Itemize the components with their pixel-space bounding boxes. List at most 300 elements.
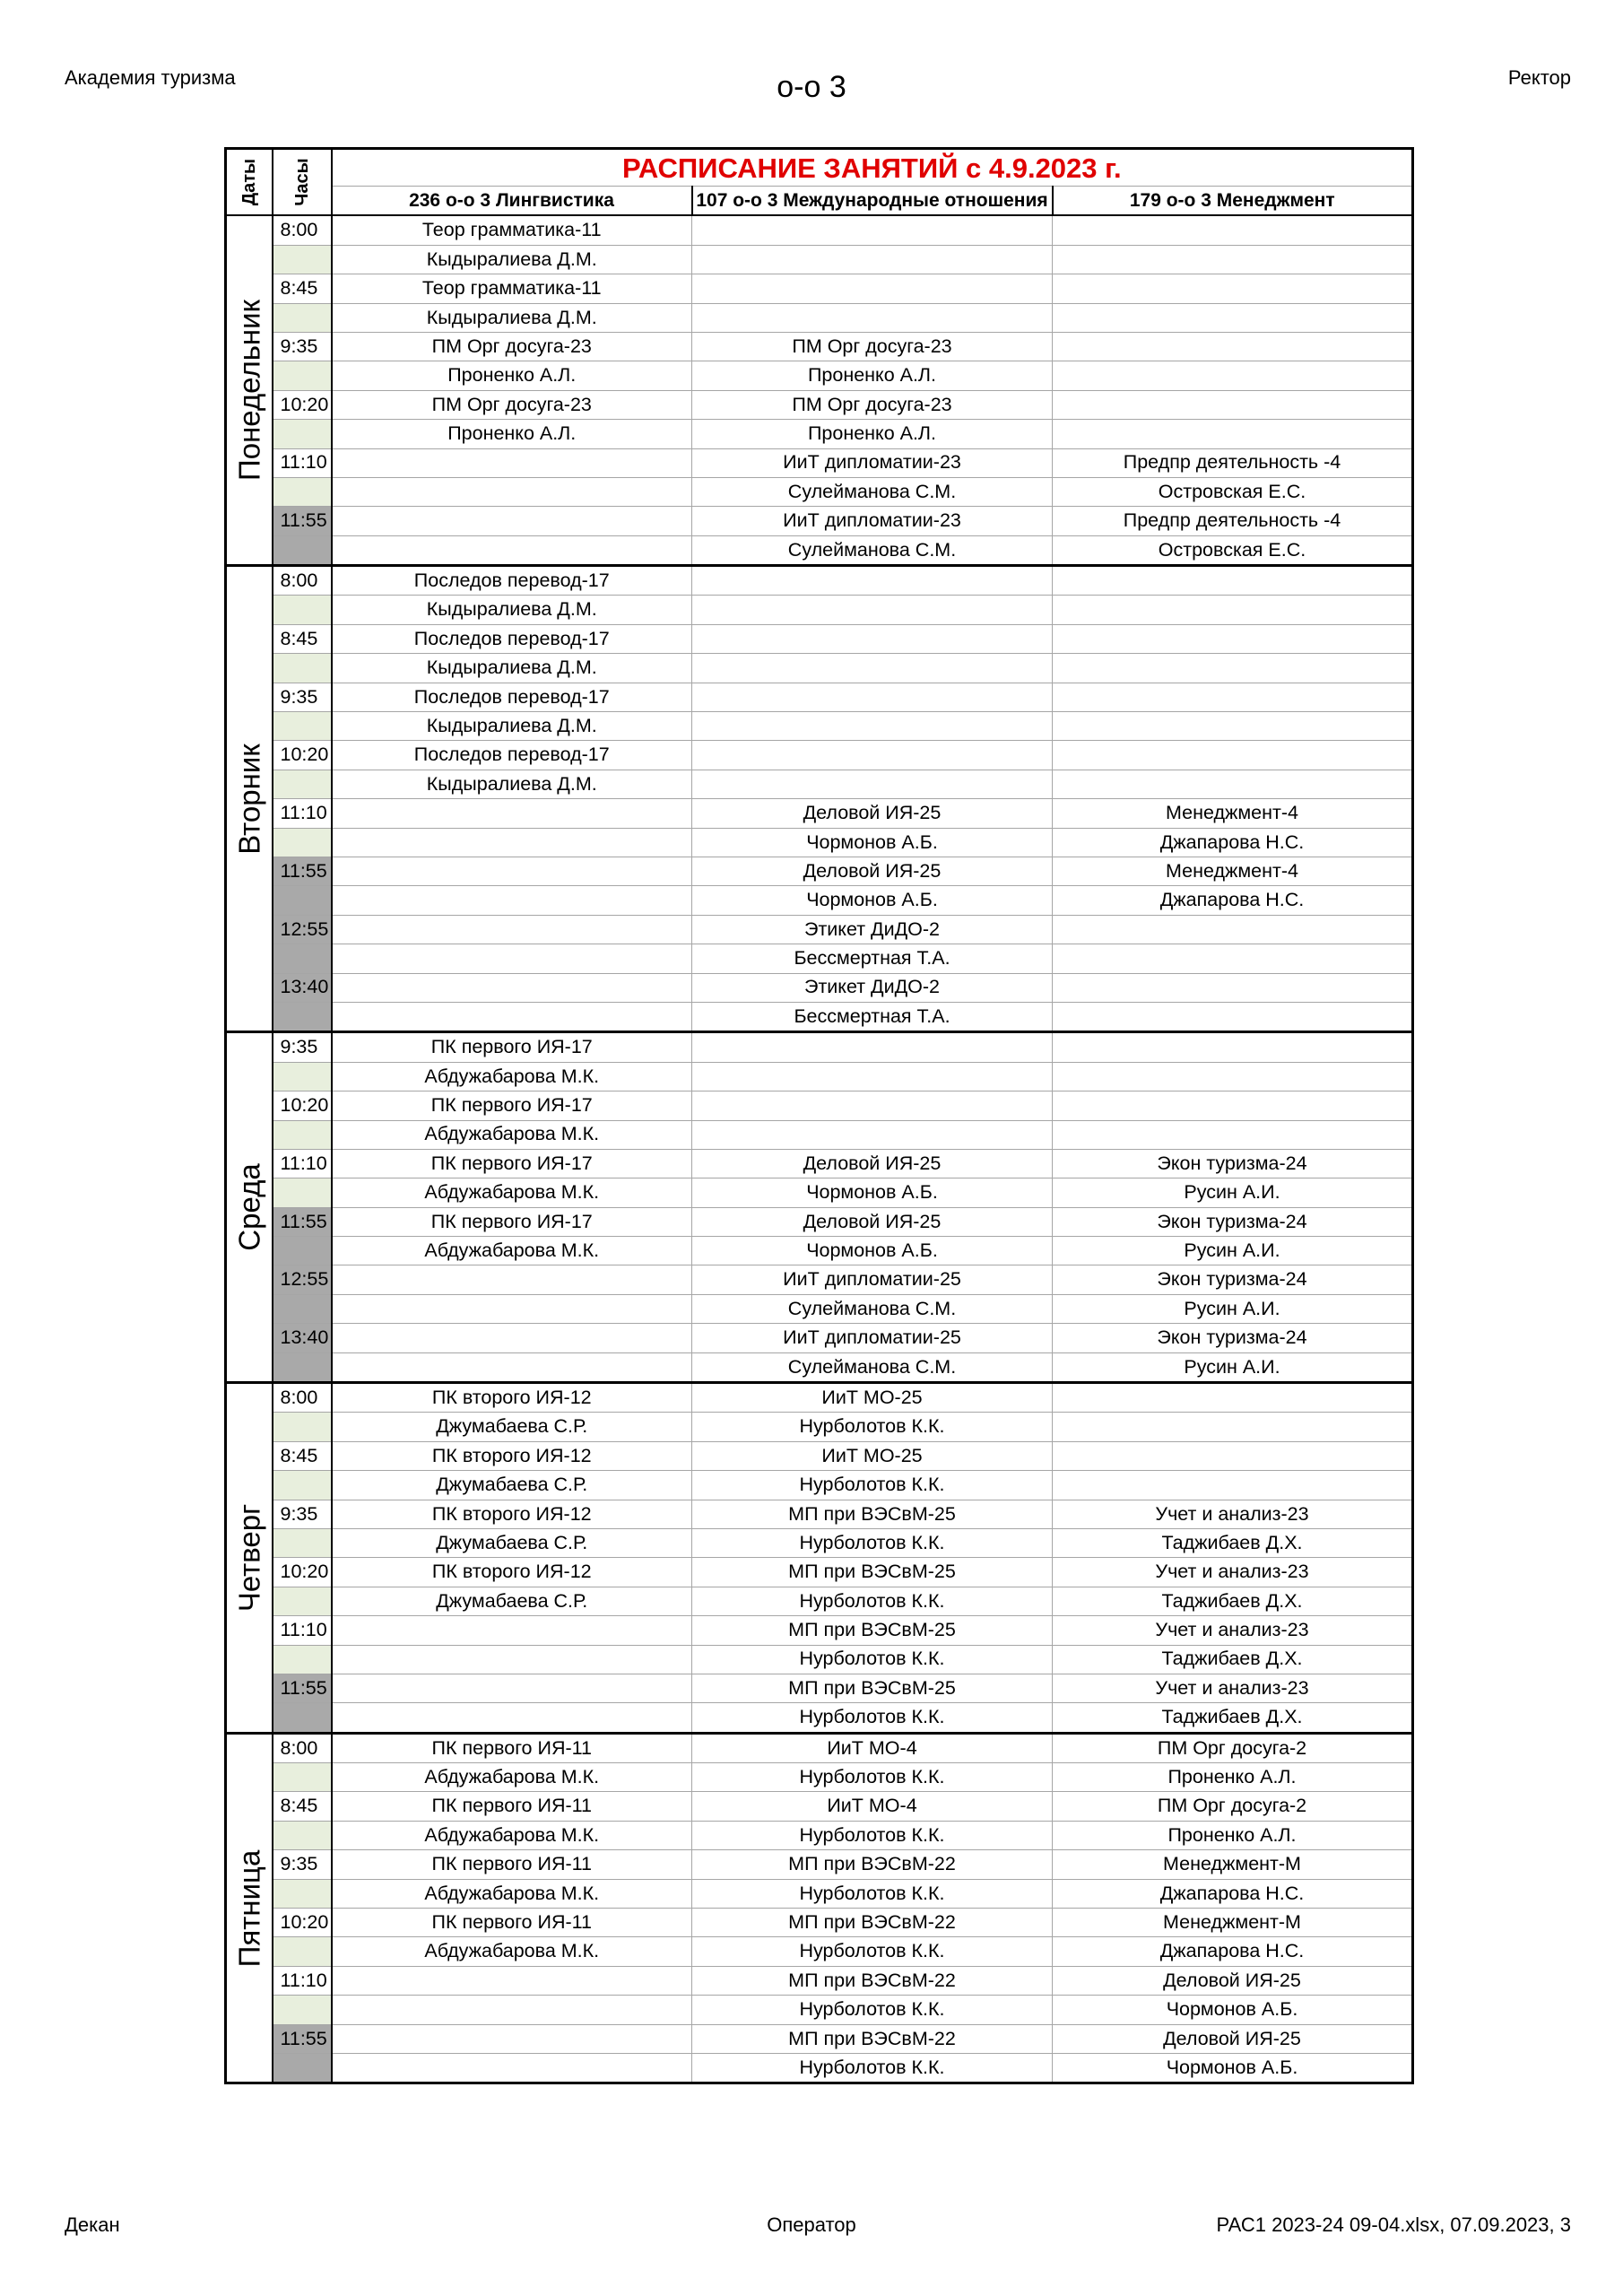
teacher-cell: Проненко А.Л.	[1053, 1763, 1413, 1792]
schedule-row	[226, 507, 1413, 535]
subject-cell: МП при ВЭСвМ-22	[692, 1966, 1053, 1995]
time-cell-spacer	[273, 712, 332, 741]
schedule-row	[226, 1471, 1413, 1500]
teacher-cell	[1053, 303, 1413, 332]
time-cell-spacer	[273, 944, 332, 973]
teacher-cell: Нурболотов К.К.	[692, 1879, 1053, 1908]
day-label: Вторник	[226, 566, 273, 1032]
schedule-row	[226, 1821, 1413, 1849]
subject-cell	[332, 857, 692, 885]
teacher-cell: Кыдыралиева Д.М.	[332, 770, 692, 798]
teacher-cell: Абдужабарова М.К.	[332, 1763, 692, 1792]
subject-cell	[332, 1674, 692, 1702]
schedule-row	[226, 1587, 1413, 1615]
schedule-row	[226, 973, 1413, 1002]
teacher-cell	[332, 944, 692, 973]
teacher-cell: Нурболотов К.К.	[692, 1471, 1053, 1500]
teacher-cell: Джапарова Н.С.	[1053, 1879, 1413, 1908]
schedule-row	[226, 477, 1413, 506]
page-title: о-о 3	[777, 70, 846, 104]
schedule-row	[226, 1909, 1413, 1937]
schedule-row	[226, 1062, 1413, 1091]
subject-cell: Учет и анализ-23	[1053, 1616, 1413, 1645]
schedule-row	[226, 654, 1413, 683]
schedule-row	[226, 799, 1413, 828]
teacher-cell: Чормонов А.Б.	[1053, 1996, 1413, 2024]
time-cell-spacer	[273, 1352, 332, 1382]
subject-cell	[332, 1265, 692, 1294]
schedule-row	[226, 915, 1413, 944]
time-cell: 11:55	[273, 857, 332, 885]
teacher-cell	[1053, 420, 1413, 448]
teacher-cell: Сулейманова С.М.	[692, 1352, 1053, 1382]
subject-cell: ПМ Орг досуга-2	[1053, 1733, 1413, 1762]
time-cell: 9:35	[273, 1850, 332, 1879]
teacher-cell	[332, 1703, 692, 1733]
teacher-cell	[692, 1120, 1053, 1149]
teacher-cell	[1053, 1413, 1413, 1441]
time-cell-spacer	[273, 361, 332, 390]
teacher-cell: Джапарова Н.С.	[1053, 828, 1413, 857]
schedule-row	[226, 1002, 1413, 1031]
time-cell: 11:55	[273, 1674, 332, 1702]
schedule-row	[226, 1352, 1413, 1382]
teacher-cell: Русин А.И.	[1053, 1294, 1413, 1323]
time-cell: 8:45	[273, 274, 332, 303]
teacher-cell: Сулейманова С.М.	[692, 535, 1053, 565]
schedule-row	[226, 770, 1413, 798]
subject-cell: ИиТ МО-25	[692, 1441, 1053, 1470]
subject-cell: ИиТ МО-25	[692, 1383, 1053, 1413]
schedule-row	[226, 303, 1413, 332]
subject-cell	[332, 1324, 692, 1352]
teacher-cell	[332, 477, 692, 506]
day-label: Пятница	[226, 1733, 273, 2083]
subject-cell: МП при ВЭСвМ-22	[692, 1850, 1053, 1879]
time-cell-spacer	[273, 1120, 332, 1149]
time-cell-spacer	[273, 245, 332, 274]
subject-cell: ПМ Орг досуга-23	[692, 390, 1053, 419]
teacher-cell	[1053, 596, 1413, 624]
subject-cell	[332, 507, 692, 535]
schedule-row	[226, 1383, 1413, 1413]
schedule-row	[226, 1645, 1413, 1674]
teacher-cell: Таджибаев Д.Х.	[1053, 1528, 1413, 1557]
subject-cell	[692, 741, 1053, 770]
subject-cell: Экон туризма-24	[1053, 1149, 1413, 1178]
subject-cell: Последов перевод-17	[332, 683, 692, 711]
subject-cell: Деловой ИЯ-25	[692, 1207, 1053, 1236]
subject-cell	[1053, 1383, 1413, 1413]
teacher-cell	[332, 1294, 692, 1323]
time-cell-spacer	[273, 1237, 332, 1265]
schedule-row	[226, 1500, 1413, 1528]
teacher-cell: Сулейманова С.М.	[692, 1294, 1053, 1323]
time-cell: 10:20	[273, 1558, 332, 1587]
subject-cell: ПК второго ИЯ-12	[332, 1441, 692, 1470]
subject-cell: ПК второго ИЯ-12	[332, 1500, 692, 1528]
subject-cell	[332, 799, 692, 828]
schedule-row	[226, 245, 1413, 274]
subject-cell: ПК первого ИЯ-11	[332, 1850, 692, 1879]
time-cell: 10:20	[273, 741, 332, 770]
teacher-cell	[692, 770, 1053, 798]
time-cell-spacer	[273, 477, 332, 506]
group-header-2: 107 о-о 3 Международные отношения	[692, 187, 1053, 216]
schedule-row	[226, 1441, 1413, 1470]
subject-cell	[1053, 390, 1413, 419]
time-cell: 11:10	[273, 448, 332, 477]
time-cell-spacer	[273, 1178, 332, 1207]
rector-label: Ректор	[1507, 66, 1571, 89]
time-cell: 13:40	[273, 973, 332, 1002]
schedule-row	[226, 361, 1413, 390]
time-cell: 11:10	[273, 1616, 332, 1645]
subject-cell: Деловой ИЯ-25	[1053, 2024, 1413, 2053]
schedule-row	[226, 2024, 1413, 2053]
subject-cell: ПМ Орг досуга-23	[332, 332, 692, 361]
time-cell: 12:55	[273, 915, 332, 944]
subject-cell	[332, 1616, 692, 1645]
time-cell: 8:45	[273, 1792, 332, 1821]
teacher-cell	[332, 2054, 692, 2083]
teacher-cell: Таджибаев Д.Х.	[1053, 1587, 1413, 1615]
time-cell: 11:55	[273, 2024, 332, 2053]
subject-cell: Менеджмент-М	[1053, 1909, 1413, 1937]
subject-cell: Предпр деятельность -4	[1053, 507, 1413, 535]
schedule-row	[226, 1850, 1413, 1879]
subject-cell: ИиТ МО-4	[692, 1733, 1053, 1762]
subject-cell: ПК первого ИЯ-17	[332, 1032, 692, 1062]
time-cell: 8:00	[273, 1733, 332, 1762]
teacher-cell	[692, 1062, 1053, 1091]
schedule-row	[226, 1792, 1413, 1821]
subject-cell	[692, 1091, 1053, 1120]
teacher-cell	[692, 712, 1053, 741]
teacher-cell	[1053, 1471, 1413, 1500]
schedule-row	[226, 390, 1413, 419]
time-cell-spacer	[273, 654, 332, 683]
subject-cell: ПМ Орг досуга-23	[332, 390, 692, 419]
teacher-cell: Чормонов А.Б.	[692, 1178, 1053, 1207]
time-cell: 10:20	[273, 390, 332, 419]
time-cell-spacer	[273, 1413, 332, 1441]
time-cell-spacer	[273, 1528, 332, 1557]
group-header-row	[226, 187, 1413, 216]
teacher-cell	[1053, 770, 1413, 798]
subject-cell: ИиТ МО-4	[692, 1792, 1053, 1821]
teacher-cell: Проненко А.Л.	[1053, 1821, 1413, 1849]
teacher-cell	[332, 1352, 692, 1382]
subject-cell	[332, 915, 692, 944]
title-row	[226, 149, 1413, 187]
subject-cell	[1053, 973, 1413, 1002]
subject-cell	[1053, 624, 1413, 653]
schedule-row	[226, 741, 1413, 770]
teacher-cell: Нурболотов К.К.	[692, 2054, 1053, 2083]
dates-header: Даты	[226, 149, 273, 216]
time-cell-spacer	[273, 770, 332, 798]
time-cell: 8:00	[273, 1383, 332, 1413]
teacher-cell: Джумабаева С.Р.	[332, 1528, 692, 1557]
schedule-row	[226, 857, 1413, 885]
subject-cell: МП при ВЭСвМ-25	[692, 1616, 1053, 1645]
subject-cell	[1053, 1032, 1413, 1062]
teacher-cell	[1053, 1002, 1413, 1031]
time-cell-spacer	[273, 1002, 332, 1031]
teacher-cell: Абдужабарова М.К.	[332, 1879, 692, 1908]
schedule-row	[226, 683, 1413, 711]
teacher-cell: Абдужабарова М.К.	[332, 1120, 692, 1149]
teacher-cell: Бессмертная Т.А.	[692, 944, 1053, 973]
subject-cell: Последов перевод-17	[332, 741, 692, 770]
subject-cell: МП при ВЭСвМ-25	[692, 1500, 1053, 1528]
teacher-cell	[692, 654, 1053, 683]
day-label: Среда	[226, 1032, 273, 1383]
teacher-cell: Нурболотов К.К.	[692, 1821, 1053, 1849]
teacher-cell: Нурболотов К.К.	[692, 1996, 1053, 2024]
subject-cell	[1053, 1091, 1413, 1120]
hours-header: Часы	[273, 149, 332, 216]
teacher-cell	[332, 1002, 692, 1031]
time-cell-spacer	[273, 1703, 332, 1733]
teacher-cell	[1053, 654, 1413, 683]
teacher-cell	[332, 535, 692, 565]
teacher-cell: Проненко А.Л.	[692, 361, 1053, 390]
time-cell: 10:20	[273, 1091, 332, 1120]
teacher-cell	[332, 828, 692, 857]
time-cell-spacer	[273, 1937, 332, 1966]
subject-cell: Деловой ИЯ-25	[692, 799, 1053, 828]
schedule-row	[226, 828, 1413, 857]
time-cell: 11:55	[273, 507, 332, 535]
time-cell: 9:35	[273, 1032, 332, 1062]
teacher-cell: Джумабаева С.Р.	[332, 1413, 692, 1441]
time-cell: 10:20	[273, 1909, 332, 1937]
schedule-row	[226, 1207, 1413, 1236]
subject-cell	[1053, 915, 1413, 944]
teacher-cell	[332, 886, 692, 915]
time-cell-spacer	[273, 596, 332, 624]
teacher-cell: Джапарова Н.С.	[1053, 886, 1413, 915]
subject-cell: Экон туризма-24	[1053, 1265, 1413, 1294]
teacher-cell: Русин А.И.	[1053, 1178, 1413, 1207]
subject-cell: МП при ВЭСвМ-25	[692, 1558, 1053, 1587]
schedule-row	[226, 2054, 1413, 2083]
subject-cell: Последов перевод-17	[332, 624, 692, 653]
schedule-row	[226, 1879, 1413, 1908]
teacher-cell	[1053, 944, 1413, 973]
teacher-cell: Кыдыралиева Д.М.	[332, 712, 692, 741]
subject-cell: Учет и анализ-23	[1053, 1674, 1413, 1702]
subject-cell	[332, 2024, 692, 2053]
subject-cell: МП при ВЭСвМ-22	[692, 1909, 1053, 1937]
teacher-cell	[1053, 1120, 1413, 1149]
schedule-row	[226, 535, 1413, 565]
time-cell: 9:35	[273, 683, 332, 711]
subject-cell: ПК первого ИЯ-11	[332, 1792, 692, 1821]
schedule-row	[226, 1674, 1413, 1702]
teacher-cell: Чормонов А.Б.	[692, 1237, 1053, 1265]
schedule-title: РАСПИСАНИЕ ЗАНЯТИЙ с 4.9.2023 г.	[332, 149, 1413, 187]
schedule-row	[226, 1178, 1413, 1207]
subject-cell: ИиТ дипломатии-23	[692, 448, 1053, 477]
teacher-cell: Абдужабарова М.К.	[332, 1937, 692, 1966]
subject-cell	[1053, 215, 1413, 245]
subject-cell: ПК первого ИЯ-11	[332, 1733, 692, 1762]
teacher-cell: Джумабаева С.Р.	[332, 1471, 692, 1500]
teacher-cell	[1053, 1062, 1413, 1091]
subject-cell: МП при ВЭСвМ-25	[692, 1674, 1053, 1702]
time-cell-spacer	[273, 828, 332, 857]
time-cell-spacer	[273, 1062, 332, 1091]
schedule-row	[226, 944, 1413, 973]
subject-cell: ПК второго ИЯ-12	[332, 1383, 692, 1413]
subject-cell: ПК первого ИЯ-17	[332, 1149, 692, 1178]
teacher-cell: Бессмертная Т.А.	[692, 1002, 1053, 1031]
teacher-cell: Нурболотов К.К.	[692, 1703, 1053, 1733]
time-cell: 11:10	[273, 1966, 332, 1995]
subject-cell	[1053, 566, 1413, 596]
subject-cell: Деловой ИЯ-25	[692, 1149, 1053, 1178]
subject-cell: Теор грамматика-11	[332, 274, 692, 303]
teacher-cell: Нурболотов К.К.	[692, 1587, 1053, 1615]
time-cell-spacer	[273, 1821, 332, 1849]
time-cell-spacer	[273, 2054, 332, 2083]
schedule-row	[226, 1966, 1413, 1995]
subject-cell: Этикет ДиДО-2	[692, 973, 1053, 1002]
group-header-3: 179 о-о 3 Менеджмент	[1053, 187, 1413, 216]
time-cell-spacer	[273, 1645, 332, 1674]
subject-cell: Этикет ДиДО-2	[692, 915, 1053, 944]
schedule-row	[226, 1733, 1413, 1762]
schedule-row	[226, 1032, 1413, 1062]
day-label: Понедельник	[226, 215, 273, 565]
institution-name: Академия туризма	[65, 66, 236, 89]
time-cell: 8:45	[273, 1441, 332, 1470]
schedule-row	[226, 1265, 1413, 1294]
subject-cell	[692, 566, 1053, 596]
schedule-row	[226, 1237, 1413, 1265]
schedule-row	[226, 1528, 1413, 1557]
schedule-row	[226, 215, 1413, 245]
teacher-cell: Таджибаев Д.Х.	[1053, 1703, 1413, 1733]
teacher-cell: Сулейманова С.М.	[692, 477, 1053, 506]
schedule-row	[226, 420, 1413, 448]
teacher-cell: Абдужабарова М.К.	[332, 1178, 692, 1207]
schedule-row	[226, 1091, 1413, 1120]
time-cell-spacer	[273, 1996, 332, 2024]
teacher-cell: Кыдыралиева Д.М.	[332, 303, 692, 332]
subject-cell: ПК первого ИЯ-17	[332, 1207, 692, 1236]
schedule-row	[226, 1996, 1413, 2024]
subject-cell	[1053, 1441, 1413, 1470]
teacher-cell: Островская Е.С.	[1053, 477, 1413, 506]
schedule-row	[226, 1703, 1413, 1733]
time-cell: 8:00	[273, 215, 332, 245]
teacher-cell: Чормонов А.Б.	[692, 828, 1053, 857]
subject-cell: ИиТ дипломатии-23	[692, 507, 1053, 535]
subject-cell	[1053, 274, 1413, 303]
time-cell-spacer	[273, 1294, 332, 1323]
time-cell-spacer	[273, 886, 332, 915]
time-cell-spacer	[273, 303, 332, 332]
schedule-row	[226, 624, 1413, 653]
subject-cell: Менеджмент-4	[1053, 799, 1413, 828]
subject-cell	[1053, 683, 1413, 711]
time-cell: 11:10	[273, 799, 332, 828]
schedule-row	[226, 448, 1413, 477]
teacher-cell	[332, 1996, 692, 2024]
teacher-cell: Нурболотов К.К.	[692, 1763, 1053, 1792]
subject-cell	[692, 215, 1053, 245]
subject-cell: ПМ Орг досуга-23	[692, 332, 1053, 361]
time-cell-spacer	[273, 1879, 332, 1908]
subject-cell	[332, 973, 692, 1002]
teacher-cell: Кыдыралиева Д.М.	[332, 654, 692, 683]
subject-cell: Деловой ИЯ-25	[1053, 1966, 1413, 1995]
schedule-row	[226, 1120, 1413, 1149]
subject-cell: Деловой ИЯ-25	[692, 857, 1053, 885]
schedule-row	[226, 1616, 1413, 1645]
subject-cell	[692, 274, 1053, 303]
subject-cell: ПК первого ИЯ-11	[332, 1909, 692, 1937]
schedule-row	[226, 1324, 1413, 1352]
teacher-cell: Проненко А.Л.	[332, 420, 692, 448]
subject-cell: Экон туризма-24	[1053, 1207, 1413, 1236]
teacher-cell: Таджибаев Д.Х.	[1053, 1645, 1413, 1674]
teacher-cell: Абдужабарова М.К.	[332, 1062, 692, 1091]
schedule-row	[226, 712, 1413, 741]
subject-cell: ПК первого ИЯ-17	[332, 1091, 692, 1120]
teacher-cell: Джапарова Н.С.	[1053, 1937, 1413, 1966]
time-cell-spacer	[273, 1763, 332, 1792]
schedule-row	[226, 1413, 1413, 1441]
subject-cell: ПК второго ИЯ-12	[332, 1558, 692, 1587]
subject-cell: Предпр деятельность -4	[1053, 448, 1413, 477]
teacher-cell: Нурболотов К.К.	[692, 1937, 1053, 1966]
teacher-cell: Островская Е.С.	[1053, 535, 1413, 565]
subject-cell	[692, 624, 1053, 653]
subject-cell: Учет и анализ-23	[1053, 1558, 1413, 1587]
schedule-row	[226, 332, 1413, 361]
schedule-row	[226, 1763, 1413, 1792]
time-cell: 13:40	[273, 1324, 332, 1352]
teacher-cell: Проненко А.Л.	[332, 361, 692, 390]
subject-cell	[692, 683, 1053, 711]
subject-cell: ИиТ дипломатии-25	[692, 1265, 1053, 1294]
teacher-cell: Чормонов А.Б.	[1053, 2054, 1413, 2083]
time-cell: 11:10	[273, 1149, 332, 1178]
schedule-row	[226, 886, 1413, 915]
subject-cell: Учет и анализ-23	[1053, 1500, 1413, 1528]
subject-cell	[332, 448, 692, 477]
time-cell: 12:55	[273, 1265, 332, 1294]
subject-cell: Последов перевод-17	[332, 566, 692, 596]
teacher-cell	[1053, 361, 1413, 390]
teacher-cell: Чормонов А.Б.	[692, 886, 1053, 915]
subject-cell: ПМ Орг досуга-2	[1053, 1792, 1413, 1821]
schedule-table	[224, 147, 1414, 2084]
subject-cell	[1053, 741, 1413, 770]
teacher-cell: Русин А.И.	[1053, 1352, 1413, 1382]
time-cell-spacer	[273, 420, 332, 448]
subject-cell	[332, 1966, 692, 1995]
subject-cell: Менеджмент-4	[1053, 857, 1413, 885]
subject-cell: МП при ВЭСвМ-22	[692, 2024, 1053, 2053]
schedule-row	[226, 1558, 1413, 1587]
teacher-cell: Кыдыралиева Д.М.	[332, 596, 692, 624]
